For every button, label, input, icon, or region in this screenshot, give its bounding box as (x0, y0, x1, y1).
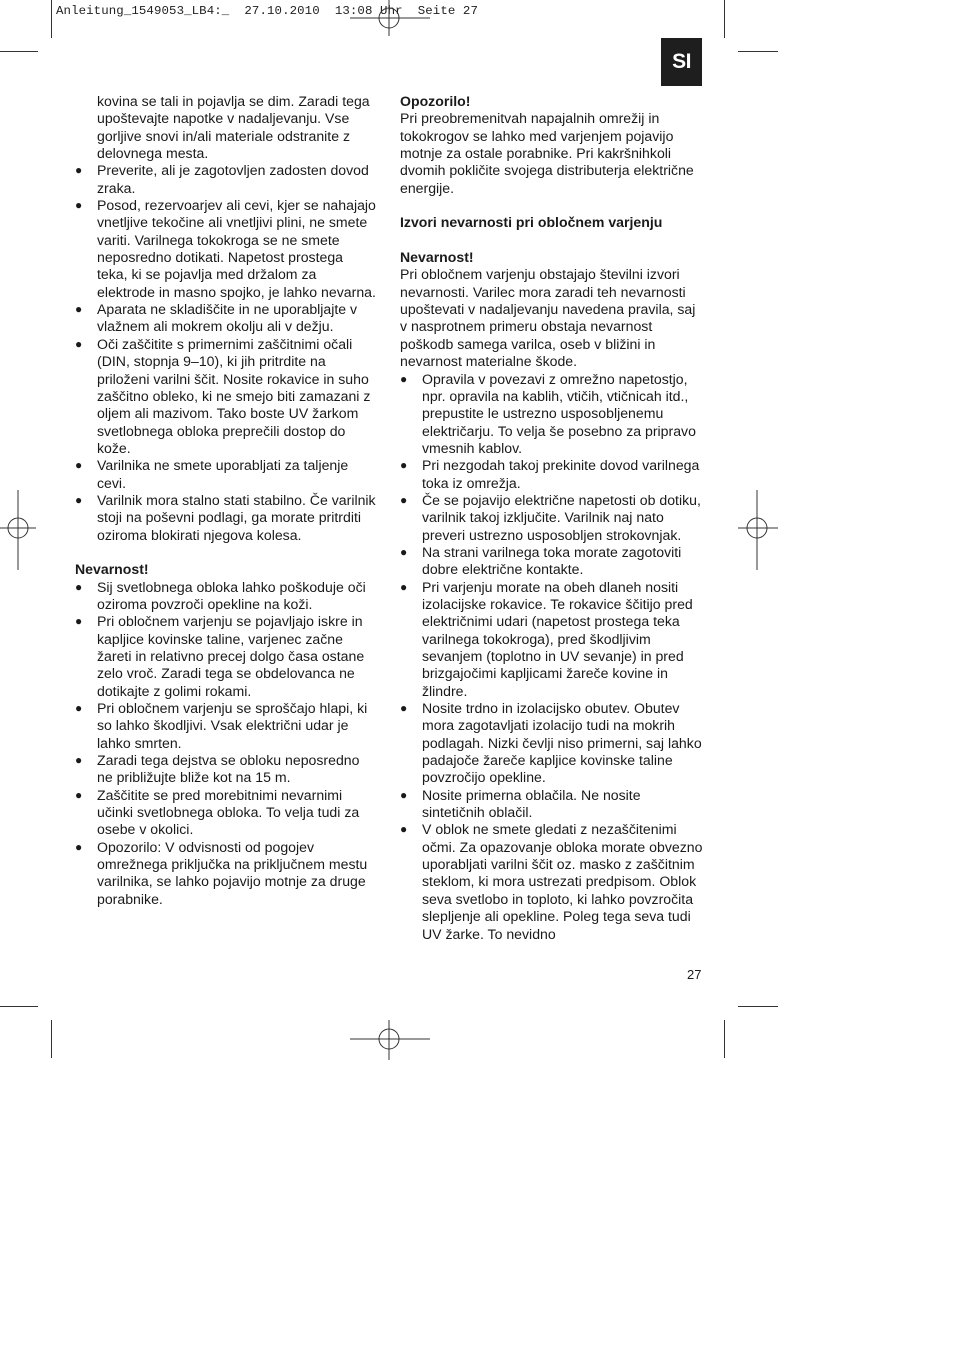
warning-heading: Opozorilo! (400, 93, 471, 109)
intro-continuation: kovina se tali in pojavlja se dim. Zaradi tega upoštevajte napotke v nadaljevanju. Vse gorljive snovi in/ali materiale odstranite z delovnega mesta. (97, 93, 370, 162)
list-item: ● Nosite primerna oblačila. Ne nosite sintetičnih oblačil. (400, 787, 706, 822)
crop-mark (724, 1020, 725, 1058)
registration-mark-left (0, 490, 36, 570)
list-item: ● Opozorilo: V odvisnosti od pogojev omrežnega priključka na priključnem mestu varilnika, se lahko pojavijo motnje za druge porabnike. (75, 839, 377, 908)
registration-mark-bottom (350, 1020, 430, 1060)
danger-text: Pri obločnem varjenju obstajajo številni izvori nevarnosti. Varilec mora zaradi teh nevarnosti upoštevati v nadaljevanju navedena pravila, saj v nasprotnem primeru obstaja nevarnost poškodb samega varilca, oseb v bližini in nevarnost materialne škode. (400, 266, 696, 370)
safety-list-1 (75, 162, 377, 544)
danger-list (75, 579, 377, 909)
danger-heading: Nevarnost! (75, 561, 149, 578)
warning-text: Pri preobremenitvah napajalnih omrežij in tokokrogov se lahko med varjenjem pojavijo motnje za ostale porabnike. Pri kakršnihkoli dvomih pokličite svojega distributerja električne energije. (400, 110, 694, 196)
crop-mark (51, 0, 52, 38)
list-item: ● Pri nezgodah takoj prekinite dovod varilnega toka iz omrežja. (400, 457, 706, 492)
crop-mark (724, 0, 725, 38)
section-heading: Izvori nevarnosti pri obločnem varjenju (400, 214, 663, 231)
hazard-list (400, 371, 706, 943)
list-item: ● Posod, rezervoarjev ali cevi, kjer se nahajajo vnetljive tekočine ali vnetljivi plini, ne smete variti. Varilnega tokokroga se ne smete neposredno dotikati. Napetost prostega teka, ki se pojavlja med držalom za elektrode in masno spojko, je lahko nevarna. (75, 197, 377, 301)
list-item: ● Aparata ne skladiščite in ne uporabljajte v vlažnem ali mokrem okolju ali v dežju. (75, 301, 377, 336)
registration-mark-top (350, 0, 430, 36)
crop-mark (0, 1006, 38, 1007)
left-column (75, 93, 377, 908)
danger-heading: Nevarnost! (400, 249, 474, 266)
list-item: ● Nosite trdno in izolacijsko obutev. Obutev mora zagotavljati izolacijo tudi na mokrih podlagah. Nizki čevlji niso primerni, saj lahko padajoče žareče kapljice kovinske taline povzročijo opekline. (400, 700, 706, 787)
list-item: ● Zaščitite se pred morebitnimi nevarnimi učinki svetlobnega obloka. To velja tudi za osebe v okolici. (75, 787, 377, 839)
list-item: ● Preverite, ali je zagotovljen zadosten dovod zraka. (75, 162, 377, 197)
list-item: ● Če se pojavijo električne napetosti ob dotiku, varilnik takoj izključite. Varilnik naj nato preveri ustrezno usposobljen strokovnjak. (400, 492, 706, 544)
list-item: ● Pri obločnem varjenju se sproščajo hlapi, ki so lahko škodljivi. Vsak električni udar je lahko smrten. (75, 700, 377, 752)
list-item: ● Na strani varilnega toka morate zagotoviti dobre električne kontakte. (400, 544, 706, 579)
list-item: ● Pri obločnem varjenju se pojavljajo iskre in kapljice kovinske taline, varjenec začne žareti in relativno precej dolgo časa ostane zelo vroč. Zaradi tega se obdelovanca ne dotikajte z golimi rokami. (75, 613, 377, 700)
list-item: ● Zaradi tega dejstva se obloku neposredno ne približujte bliže kot na 15 m. (75, 752, 377, 787)
list-item: ● Varilnik mora stalno stati stabilno. Če varilnik stoji na poševni podlagi, ga morate pritrditi oziroma blokirati njegova kolesa. (75, 492, 377, 544)
registration-mark-right (738, 490, 778, 570)
right-column (400, 93, 706, 943)
list-item: ● Varilnika ne smete uporabljati za taljenje cevi. (75, 457, 377, 492)
crop-mark (738, 1006, 778, 1007)
list-item: ● Pri varjenju morate na obeh dlaneh nositi izolacijske rokavice. Te rokavice ščitijo pred električnimi udari (napetost prostega teka varilnega tokokroga), pred škodljivim sevanjem (toplotno in UV sevanje) in pred brizgajočimi kapljicami žareče kovine in žlindre. (400, 579, 706, 700)
list-item: ● Sij svetlobnega obloka lahko poškoduje oči oziroma povzroči opekline na koži. (75, 579, 377, 614)
list-item: ● Opravila v povezavi z omrežno napetostjo, npr. opravila na kablih, vtičih, vtičnicah itd., prepustite le ustrezno usposobljenemu električarju. To velja še posebno za pripravo vmesnih kablov. (400, 371, 706, 458)
crop-mark (738, 51, 778, 52)
print-header: Anleitung_1549053_LB4:_ 27.10.2010 13:08 Uhr Seite 27 (56, 4, 478, 18)
page-number: 27 (687, 967, 702, 982)
list-item: ● V oblok ne smete gledati z nezaščitenimi očmi. Za opazovanje obloka morate obvezno uporabljati varilni ščit oz. masko z zaščitnim steklom, ki mora ustrezati predpisom. Oblok seva svetlobo in toploto, ki lahko povzročita slepljenje ali opekline. Poleg tega seva tudi UV žarke. To nevidno (400, 821, 706, 942)
language-badge: SI (661, 38, 702, 86)
crop-mark (51, 1020, 52, 1058)
crop-mark (0, 51, 38, 52)
list-item: ● Oči zaščitite s primernimi zaščitnimi očali (DIN, stopnja 9–10), ki jih pritrdite na priloženi varilni ščit. Nosite rokavice in suho zaščitno obleko, ki ne smejo biti zamazani z oljem ali mazivom. Tako boste UV žarkom svetlobnega obloka preprečili dostop do kože. (75, 336, 377, 457)
